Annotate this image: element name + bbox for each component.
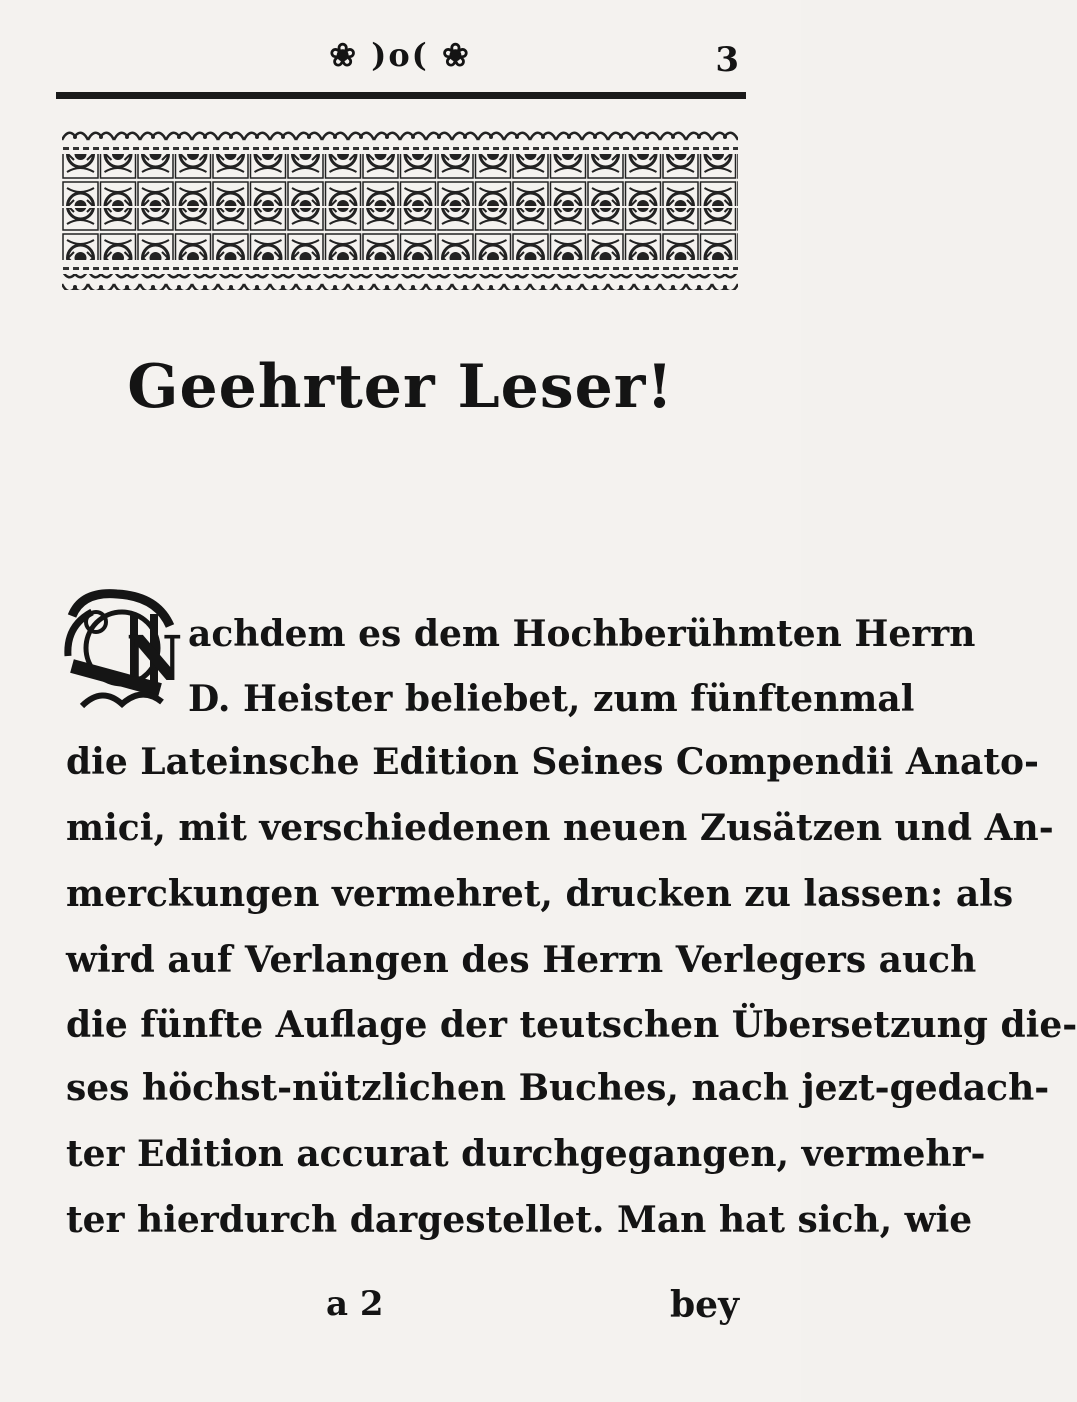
body-line-6: wird auf Verlangen des Herrn Verlegers auch	[66, 939, 977, 981]
header-rule	[56, 92, 746, 99]
body-line-8: ses höchst-nützlichen Buches, nach jezt-gedach-	[66, 1067, 1050, 1109]
body-line-1: achdem es dem Hochberühmten Herrn	[188, 613, 976, 655]
signature-mark: a 2	[326, 1284, 384, 1324]
catchword: bey	[670, 1284, 739, 1326]
running-head-ornament: ❀ )o( ❀	[329, 36, 471, 74]
body-line-3: die Lateinsche Edition Seines Compendii Anato-	[66, 741, 1039, 783]
initial-letter: N	[126, 622, 183, 695]
page-title: Geehrter Leser!	[127, 352, 674, 422]
body-line-7: die fünfte Auflage der teutschen Übersetzung die-	[66, 1004, 1077, 1046]
decorated-initial	[62, 586, 182, 714]
page-number: 3	[715, 40, 739, 80]
running-head	[0, 36, 801, 80]
body-line-2: D. Heister beliebet, zum fünftenmal	[188, 678, 915, 720]
body-line-9: ter Edition accurat durchgegangen, vermehr-	[66, 1133, 986, 1175]
body-line-4: mici, mit verschiedenen neuen Zusätzen und An-	[66, 807, 1054, 849]
body-line-5: merckungen vermehret, drucken zu lassen: als	[66, 873, 1014, 915]
body-line-10: ter hierdurch dargestellet. Man hat sich, wie	[66, 1199, 973, 1241]
ornamental-headpiece	[62, 128, 738, 296]
